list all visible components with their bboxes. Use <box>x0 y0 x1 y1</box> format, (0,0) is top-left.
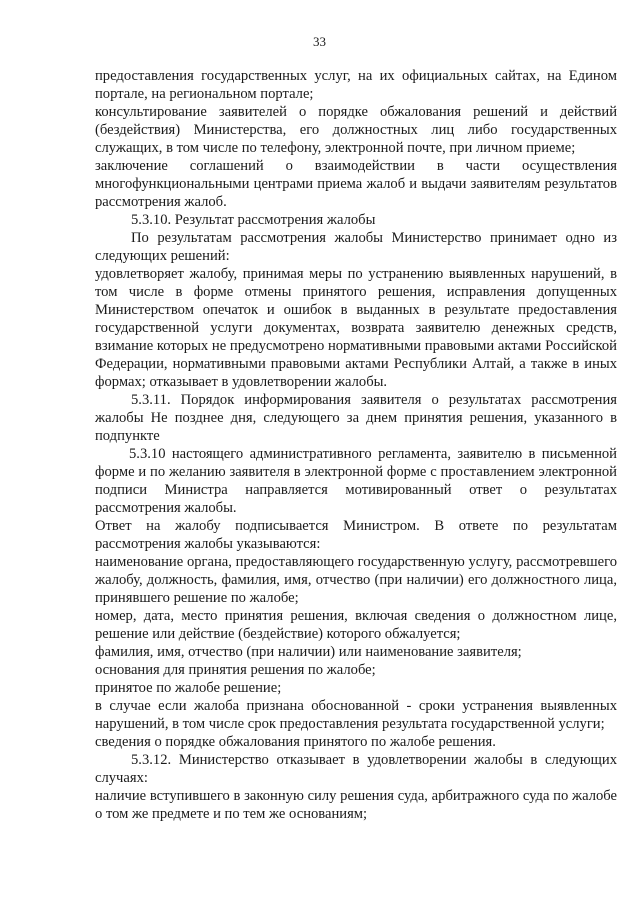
paragraph-consulting: консультирование заявителей о порядке обжалования решений и действий (бездействия) Министерства, его должностных лиц либо государственных служащих, в том числе по телефону, электронной почте, при личном приеме; <box>95 104 617 156</box>
list-item-decision-taken: принятое по жалобе решение; <box>95 680 282 696</box>
paragraph-court-decision: наличие вступившего в законную силу решения суда, арбитражного суда по жалобе о том же предмете и по тем же основаниям; <box>95 788 617 822</box>
list-item-authority-name: наименование органа, предоставляющего государственную услугу, рассмотревшего жалобу, должность, фамилия, имя, отчество (при наличии) его должностного лица, принявшего решение по жалобе; <box>95 554 617 606</box>
list-item-decision-grounds: основания для принятия решения по жалобе; <box>95 662 376 678</box>
list-item-applicant-name: фамилия, имя, отчество (при наличии) или наименование заявителя; <box>95 644 522 660</box>
paragraph-agreements: заключение соглашений о взаимодействии в части осуществления многофункциональными центрами приема жалоб и выдачи заявителям результатов рассмотрения жалоб. <box>95 158 617 210</box>
section-heading-5-3-10: 5.3.10. Результат рассмотрения жалобы <box>131 212 376 228</box>
paragraph-services-publication: предоставления государственных услуг, на их официальных сайтах, на Едином портале, на региональном портале; <box>95 68 617 102</box>
paragraph-satisfies-complaint: удовлетворяет жалобу, принимая меры по устранению выявленных нарушений, в том числе в форме отмены принятого решения, исправления допущенных Министерством опечаток и ошибок в выданных в результате предоставления государственной услуги документах, возврата заявителю денежных средств, взимание которых не предусмотрено нормативными правовыми актами Российской Федерации, нормативными правовыми актами Республики Алтай, а также в иных формах; отказывает в удовлетворении жалобы. <box>95 266 617 390</box>
section-heading-5-3-11: 5.3.11. Порядок информирования заявителя о результатах рассмотрения жалобы Не позднее дня, следующего за днем принятия решения, указанного в подпункте <box>95 392 617 444</box>
document-body <box>95 67 617 823</box>
paragraph-response-sent: 5.3.10 настоящего административного регламента, заявителю в письменной форме и по желанию заявителя в электронной форме с проставлением электронной подписи Министра направляется мотивированный ответ о результатах рассмотрения жалобы. <box>95 446 617 516</box>
page-number: 33 <box>313 34 326 49</box>
section-heading-5-3-12: 5.3.12. Министерство отказывает в удовлетворении жалобы в следующих случаях: <box>95 752 617 786</box>
paragraph-decision-intro: По результатам рассмотрения жалобы Министерство принимает одно из следующих решений: <box>95 230 617 264</box>
paragraph-response-signed: Ответ на жалобу подписывается Министром. В ответе по результатам рассмотрения жалобы указываются: <box>95 518 617 552</box>
list-item-appeal-procedure: сведения о порядке обжалования принятого по жалобе решения. <box>95 734 496 750</box>
list-item-violation-deadlines: в случае если жалоба признана обоснованной - сроки устранения выявленных нарушений, в том числе срок предоставления результата государственной услуги; <box>95 698 617 732</box>
list-item-decision-details: номер, дата, место принятия решения, включая сведения о должностном лице, решение или действие (бездействие) которого обжалуется; <box>95 608 617 642</box>
